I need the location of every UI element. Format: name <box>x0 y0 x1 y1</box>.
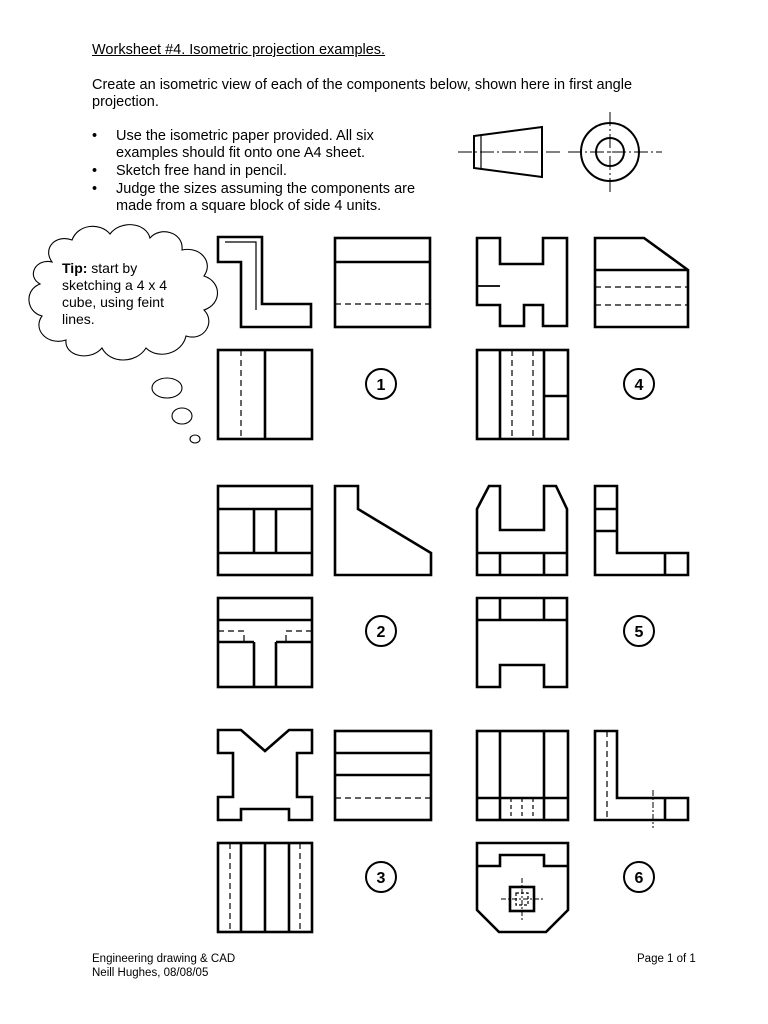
worksheet-intro: Create an isometric view of each of the components below, shown here in first angle projection. <box>92 77 633 110</box>
frustum-example <box>458 112 662 194</box>
worksheet-title: Worksheet #4. Isometric projection examples. <box>92 42 386 58</box>
number-circles <box>366 369 654 892</box>
instruction-item: • Sketch free hand in pencil. <box>92 163 432 180</box>
example-6-number: 6 <box>634 870 644 887</box>
tip-cloud <box>29 225 218 443</box>
example-4-number: 4 <box>634 377 644 394</box>
instruction-item: • Use the isometric paper provided. All six examples should fit onto one A4 sheet. <box>92 128 432 162</box>
tip-label: Tip: <box>62 260 88 276</box>
footer-left <box>92 952 235 980</box>
example-5-number: 5 <box>634 624 644 641</box>
example-2-number: 2 <box>376 624 386 641</box>
example-4-views <box>477 238 688 439</box>
example-3-number: 3 <box>376 870 386 887</box>
example-3-views <box>218 730 431 932</box>
example-1-number: 1 <box>376 377 386 394</box>
example-6-views <box>477 731 688 932</box>
footer-page-number: Page 1 of 1 <box>637 953 696 965</box>
footer-course: Engineering drawing & CAD <box>92 953 236 965</box>
example-1-views <box>218 237 430 439</box>
example-2-views <box>218 486 431 687</box>
footer-author-date: Neill Hughes, 08/08/05 <box>92 967 209 979</box>
tip-body: start by sketching a 4 x 4 cube, using feint lines. <box>62 260 168 327</box>
example-5-views <box>477 486 688 687</box>
tip-text <box>62 260 182 328</box>
instruction-item: • Judge the sizes assuming the components are made from a square block of side 4 units. <box>92 181 432 215</box>
